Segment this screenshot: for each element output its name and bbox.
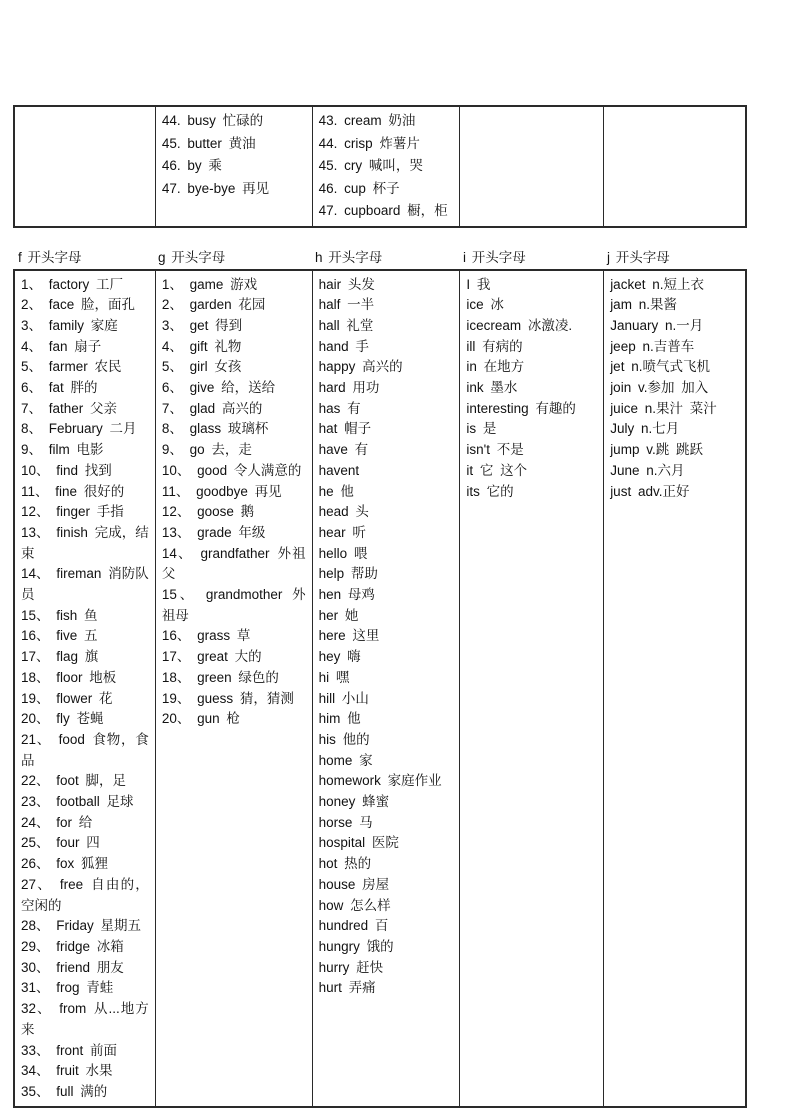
vocab-entry: June n.六月 [610,462,685,478]
vocab-entry: 44. busy 忙碌的 [161,113,264,128]
vocab-entry: 12、 goose 鹅 [161,504,255,520]
vocab-entry: 3、 get 得到 [161,317,243,333]
vocab-entry: 25、 four 四 [21,835,100,851]
vocab-entry: 16、 five 五 [21,628,98,644]
vocab-entry: 15、 grandmother 外祖母 [161,587,306,623]
vocab-entry: ill 有病的 [466,338,523,354]
vocab-entry: join v.参加 加入 [610,380,709,396]
vocab-entry: 46. by 乘 [161,158,222,173]
vocab-entry: jacket n.短上衣 [610,276,704,292]
vocab-entry: 34、 fruit 水果 [21,1063,113,1079]
vocab-entry: 23、 football 足球 [21,794,134,810]
vocab-entry: hi 嘿 [318,669,350,685]
vocab-entry: I 我 [466,276,491,292]
vocab-entry: house 房屋 [318,876,390,892]
vocab-entry: 11、 fine 很好的 [21,483,125,499]
column-header-g: g 开头字母 [158,249,226,265]
vocab-entry: have 有 [318,442,369,458]
vocab-entry: her 她 [318,607,359,623]
vocab-entry: hurry 赶快 [318,959,384,975]
vocab-entry: help 帮助 [318,566,378,582]
vocab-entry: ink 墨水 [466,380,518,396]
vocab-entry: 19、 flower 花 [21,690,113,706]
vocab-entry: 47. cupboard 橱，柜 [318,203,448,218]
vocab-entry: jeep n.吉普车 [610,338,695,354]
vocab-entry: hair 头发 [318,276,375,292]
vocab-entry: July n.七月 [610,421,680,437]
vocab-entry: 10、 find 找到 [21,462,112,478]
vocab-entry: 12、 finger 手指 [21,504,124,520]
vocab-entry: 30、 friend 朋友 [21,959,124,975]
vocab-entry: how 怎么样 [318,897,391,913]
vocab-entry: 33、 front 前面 [21,1042,118,1058]
vocab-entry: jam n.果酱 [610,297,677,313]
main-table-j-words-cell [603,271,745,1106]
vocab-entry: 21、 food 食物，食品 [21,731,149,768]
vocab-entry: horse 马 [318,814,373,830]
vocab-entry: 18、 green 绿色的 [161,669,279,685]
vocab-entry: 8、 February 二月 [21,421,137,437]
vocab-entry: 3、 family 家庭 [21,317,118,333]
vocab-entry: honey 蜂蜜 [318,794,390,810]
vocab-entry: he 他 [318,483,354,499]
vocab-entry: hundred 百 [318,918,389,934]
vocab-entry: hello 喂 [318,545,368,561]
main-table-h-words-cell [312,271,460,1106]
vocab-entry: hen 母鸡 [318,587,375,603]
section-header-row [13,249,747,266]
vocab-entry: juice n.果汁 菜汁 [610,400,717,416]
vocab-entry: 28、 Friday 星期五 [21,918,142,934]
column-header-i: i 开头字母 [463,249,526,265]
vocab-entry: 26、 fox 狐狸 [21,856,109,872]
vocab-entry: 4、 fan 扇子 [21,338,102,354]
vocab-entry: 15、 fish 鱼 [21,607,98,623]
vocab-entry: 44. crisp 炸薯片 [318,135,420,151]
vocab-entry: homework 家庭作业 [318,773,442,789]
vocab-entry: 13、 grade 年级 [161,524,266,540]
vocab-entry: just adv.正好 [610,483,690,499]
vocab-entry: 46. cup 杯子 [318,180,400,196]
vocab-entry: 5、 girl 女孩 [161,359,242,375]
vocab-entry: isn't 不是 [466,442,524,458]
vocab-entry: 17、 flag 旗 [21,649,99,665]
vocab-entry: half 一半 [318,297,375,313]
top-table-b-words-cell [155,107,312,226]
vocab-entry: him 他 [318,711,361,727]
vocab-entry: 1、 game 游戏 [161,276,258,292]
top-table-c-words-cell [312,107,460,226]
vocab-entry: 43. cream 奶油 [318,113,416,128]
main-table-f-words-cell [15,271,155,1106]
vocab-entry: icecream 冰激凌. [466,317,573,333]
vocab-entry: 9、 film 电影 [21,442,104,458]
vocab-entry: 45. cry 喊叫，哭 [318,158,423,173]
vocab-entry: hat 帽子 [318,421,372,437]
vocab-entry: hall 礼堂 [318,317,374,333]
vocab-entry: 8、 glass 玻璃杯 [161,421,269,437]
vocab-entry: in 在地方 [466,359,525,375]
document-content [13,105,747,1108]
vocab-entry: jump v.跳 跳跃 [610,442,703,458]
vocab-entry: hand 手 [318,338,369,354]
vocab-entry: hill 小山 [318,690,369,706]
main-vocab-table [13,269,747,1108]
vocab-entry: has 有 [318,400,361,416]
vocab-entry: 45. butter 黄油 [161,135,256,151]
vocab-entry: 22、 foot 脚，足 [21,773,127,789]
vocab-entry: hurt 弄痛 [318,980,376,996]
vocab-entry: 6、 give 给，送给 [161,380,276,396]
vocab-entry: 2、 garden 花园 [161,297,266,313]
vocab-entry: 19、 guess 猜，猜测 [161,690,294,706]
vocab-entry: 1、 factory 工厂 [21,276,124,292]
vocab-entry: hey 嗨 [318,649,361,665]
main-table-g-words-cell [155,271,312,1106]
vocab-entry: havent [318,462,360,478]
vocab-entry: 7、 father 父亲 [21,400,118,416]
top-table-empty-cell-4 [459,107,603,226]
vocab-entry: hard 用功 [318,380,380,396]
vocab-entry: 29、 fridge 冰箱 [21,939,124,954]
vocab-entry: hear 听 [318,524,366,540]
top-table-empty-cell-5 [603,107,745,226]
vocab-entry: 20、 fly 苍蝇 [21,711,104,727]
top-vocab-table [13,105,747,228]
vocab-entry: interesting 有趣的 [466,400,576,416]
vocab-entry: 35、 full 满的 [21,1083,108,1099]
vocab-entry: 14、 grandfather 外祖父 [161,545,306,582]
vocab-entry: 24、 for 给 [21,814,93,830]
vocab-entry: 6、 fat 胖的 [21,380,98,396]
vocab-entry: happy 高兴的 [318,359,403,375]
column-header-j: j 开头字母 [607,249,670,265]
vocab-entry: 16、 grass 草 [161,628,251,644]
vocab-entry: 7、 glad 高兴的 [161,400,263,416]
vocab-entry: 27、 free 自由的，空闲的 [21,876,149,913]
column-header-h: h 开头字母 [315,249,383,265]
column-header-f: f 开头字母 [18,249,82,265]
vocab-entry: 4、 gift 礼物 [161,338,242,354]
vocab-entry: 20、 gun 枪 [161,711,240,727]
vocab-entry: 17、 great 大的 [161,649,262,665]
top-table-empty-cell-left [15,107,155,226]
vocab-entry: 13、 finish 完成，结束 [21,524,149,561]
vocab-entry: is 是 [466,421,497,437]
vocab-entry: 5、 farmer 农民 [21,359,122,375]
vocab-entry: jet n.喷气式飞机 [610,359,710,375]
vocab-entry: its 它的 [466,483,514,499]
vocab-entry: home 家 [318,752,373,768]
vocab-entry: 14、 fireman 消防队员 [21,566,149,603]
vocab-entry: it 它 这个 [466,462,528,478]
vocab-entry: January n.一月 [610,317,704,333]
vocab-entry: ice 冰 [466,297,504,313]
vocab-entry: 2、 face 脸，面孔 [21,297,136,313]
vocab-entry: 18、 floor 地板 [21,669,117,685]
vocab-entry: 10、 good 令人满意的 [161,462,302,478]
vocab-entry: 11、 goodbye 再见 [161,483,282,499]
vocab-entry: hospital 医院 [318,835,399,851]
vocab-entry: 47. bye-bye 再见 [161,180,270,196]
main-table-i-words-cell [459,271,603,1106]
vocab-entry: 31、 frog 青蛙 [21,980,114,996]
vocab-entry: his 他的 [318,731,370,747]
vocab-entry: head 头 [318,504,369,520]
vocab-entry: hot 热的 [318,856,372,872]
vocab-entry: 32、 from 从...地方来 [21,1001,149,1037]
vocab-entry: hungry 饿的 [318,939,394,954]
vocab-entry: here 这里 [318,628,380,644]
vocab-entry: 9、 go 去，走 [161,442,252,458]
